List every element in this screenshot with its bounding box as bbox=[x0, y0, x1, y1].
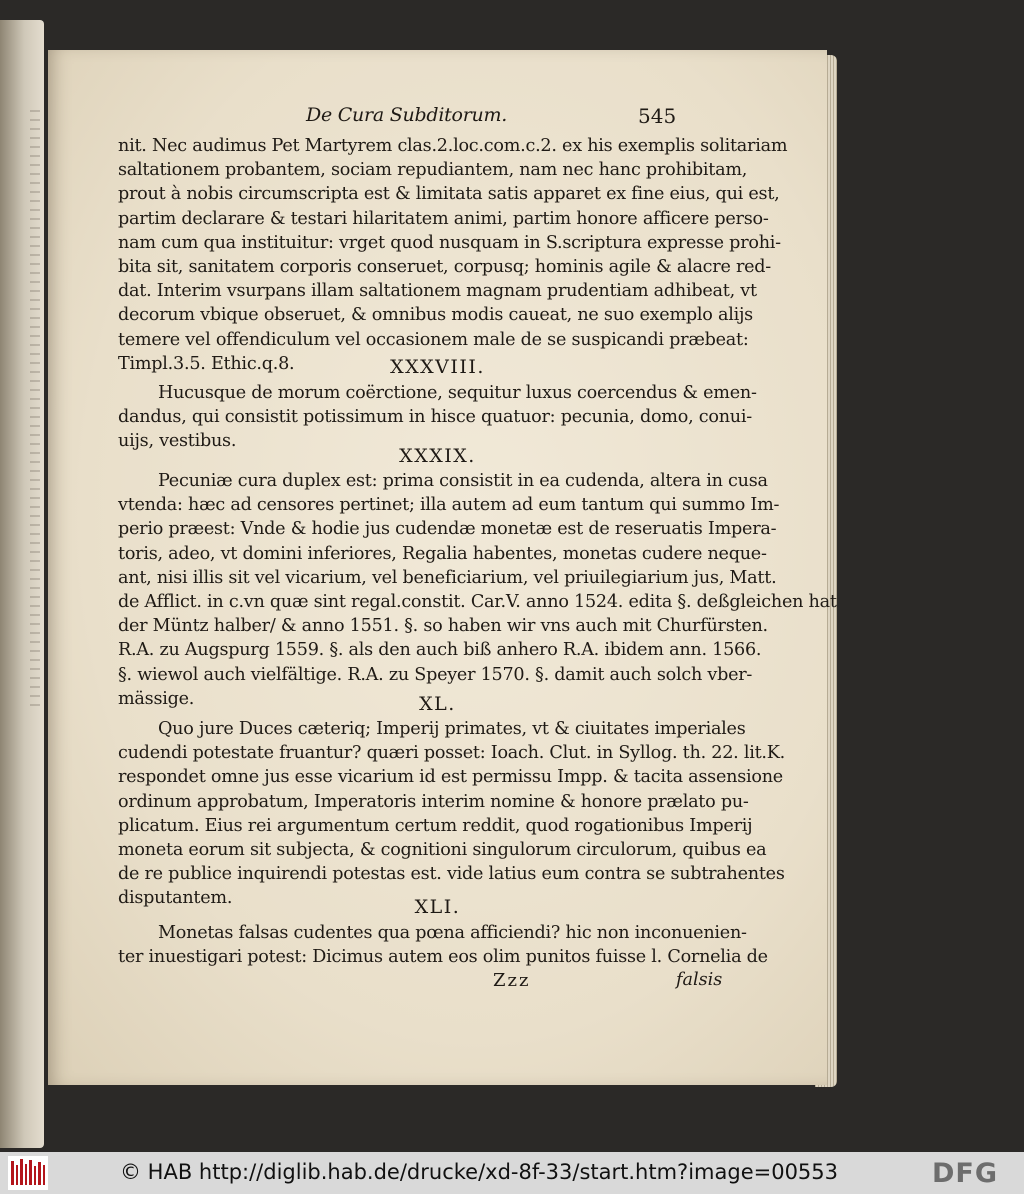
text-line: Hucusque de morum coërctione, sequitur luxus coercendus & emen- bbox=[158, 383, 757, 403]
permalink-url[interactable]: © HAB http://diglib.hab.de/drucke/xd-8f-33/start.htm?image=00553 bbox=[120, 1160, 839, 1184]
text-line: §. wiewol auch vielfältige. R.A. zu Speyer 1570. §. damit auch solch vber- bbox=[118, 664, 753, 685]
text-line: disputantem. bbox=[118, 888, 233, 909]
text-line: ordinum approbatum, Imperatoris interim nomine & honore prælato pu- bbox=[118, 791, 749, 812]
text-line: partim declarare & testari hilaritatem animi, partim honore afficere perso- bbox=[118, 208, 769, 229]
text-line: saltationem probantem, sociam repudiantem, nam nec hanc prohibitam, bbox=[118, 160, 748, 181]
text-line: ant, nisi illis sit vel vicarium, vel beneficiarium, vel priuilegiarium jus, Matt. bbox=[118, 567, 777, 588]
page-number: 545 bbox=[638, 104, 677, 128]
text-line: der Müntz halber/ & anno 1551. §. so haben wir vns auch mit Churfürsten. bbox=[118, 616, 768, 637]
text-line: cudendi potestate fruantur? quæri posset: Ioach. Clut. in Syllog. th. 22. lit.K. bbox=[118, 743, 785, 764]
section-heading-38: XXXVIII. bbox=[390, 356, 485, 378]
text-line: perio præest: Vnde & hodie jus cudendæ monetæ est de reseruatis Impera- bbox=[118, 519, 777, 540]
text-line: temere vel offendiculum vel occasionem male de se suspicandi præbeat: bbox=[118, 329, 749, 350]
viewer-footer bbox=[0, 1152, 1024, 1194]
text-line: mässige. bbox=[118, 688, 195, 709]
text-line: moneta eorum sit subjecta, & cognitioni singulorum circulorum, quibus ea bbox=[118, 840, 767, 860]
text-line: bita sit, sanitatem corporis conseruet, corpusq; hominis agile & alacre red- bbox=[118, 257, 771, 277]
text-line: prout à nobis circumscripta est & limitata satis apparet ex fine eius, qui est, bbox=[118, 184, 780, 205]
text-line: uijs, vestibus. bbox=[118, 431, 237, 452]
text-line: Pecuniæ cura duplex est: prima consistit in ea cudenda, altera in cusa bbox=[158, 471, 768, 491]
section-heading-40: XL. bbox=[419, 693, 456, 715]
text-line: Quo jure Duces cæteriq; Imperij primates, vt & ciuitates imperiales bbox=[158, 719, 746, 739]
section-heading-41: XLI. bbox=[414, 896, 461, 918]
running-head: De Cura Subditorum. bbox=[306, 104, 508, 126]
dfg-logo: DFG bbox=[932, 1158, 999, 1189]
text-line: toris, adeo, vt domini inferiores, Regalia habentes, monetas cudere neque- bbox=[118, 543, 767, 564]
text-line: Timpl.3.5. Ethic.q.8. bbox=[118, 353, 295, 374]
text-line: de Afflict. in c.vn quæ sint regal.constit. Car.V. anno 1524. edita §. deßgleichen hat bbox=[118, 592, 837, 612]
text-line: de re publice inquirendi potestas est. vide latius eum contra se subtrahentes bbox=[118, 864, 785, 885]
text-line: Monetas falsas cudentes qua pœna afficiendi? hic non inconuenien- bbox=[158, 923, 747, 943]
text-line: R.A. zu Augspurg 1559. §. als den auch biß anhero R.A. ibidem ann. 1566. bbox=[118, 640, 762, 661]
text-line: nam cum qua instituitur: vrget quod nusquam in S.scriptura expresse prohi- bbox=[118, 232, 781, 253]
text-line: dandus, qui consistit potissimum in hisce quatuor: pecunia, domo, conui- bbox=[118, 407, 752, 428]
text-line: decorum vbique obseruet, & omnibus modis caueat, ne suo exemplo alijs bbox=[118, 305, 753, 326]
text-line: nit. Nec audimus Pet Martyrem clas.2.loc.com.c.2. ex his exemplis solitariam bbox=[118, 136, 788, 156]
section-heading-39: XXXIX. bbox=[399, 445, 476, 467]
text-line: vtenda: hæc ad censores pertinet; illa autem ad eum tantum qui summo Im- bbox=[118, 495, 780, 516]
signature-mark: Zzz bbox=[493, 970, 531, 991]
left-page-edge bbox=[0, 20, 44, 1148]
catchword: falsis bbox=[676, 970, 723, 990]
text-line: ter inuestigari potest: Dicimus autem eos olim punitos fuisse l. Cornelia de bbox=[118, 947, 768, 968]
text-line: respondet omne jus esse vicarium id est permissu Impp. & tacita assensione bbox=[118, 767, 783, 788]
text-line: plicatum. Eius rei argumentum certum reddit, quod rogationibus Imperij bbox=[118, 815, 753, 836]
library-barcode-icon bbox=[8, 1156, 48, 1190]
text-line: dat. Interim vsurpans illam saltationem magnam prudentiam adhibeat, vt bbox=[118, 281, 757, 302]
book-page bbox=[48, 50, 837, 1085]
